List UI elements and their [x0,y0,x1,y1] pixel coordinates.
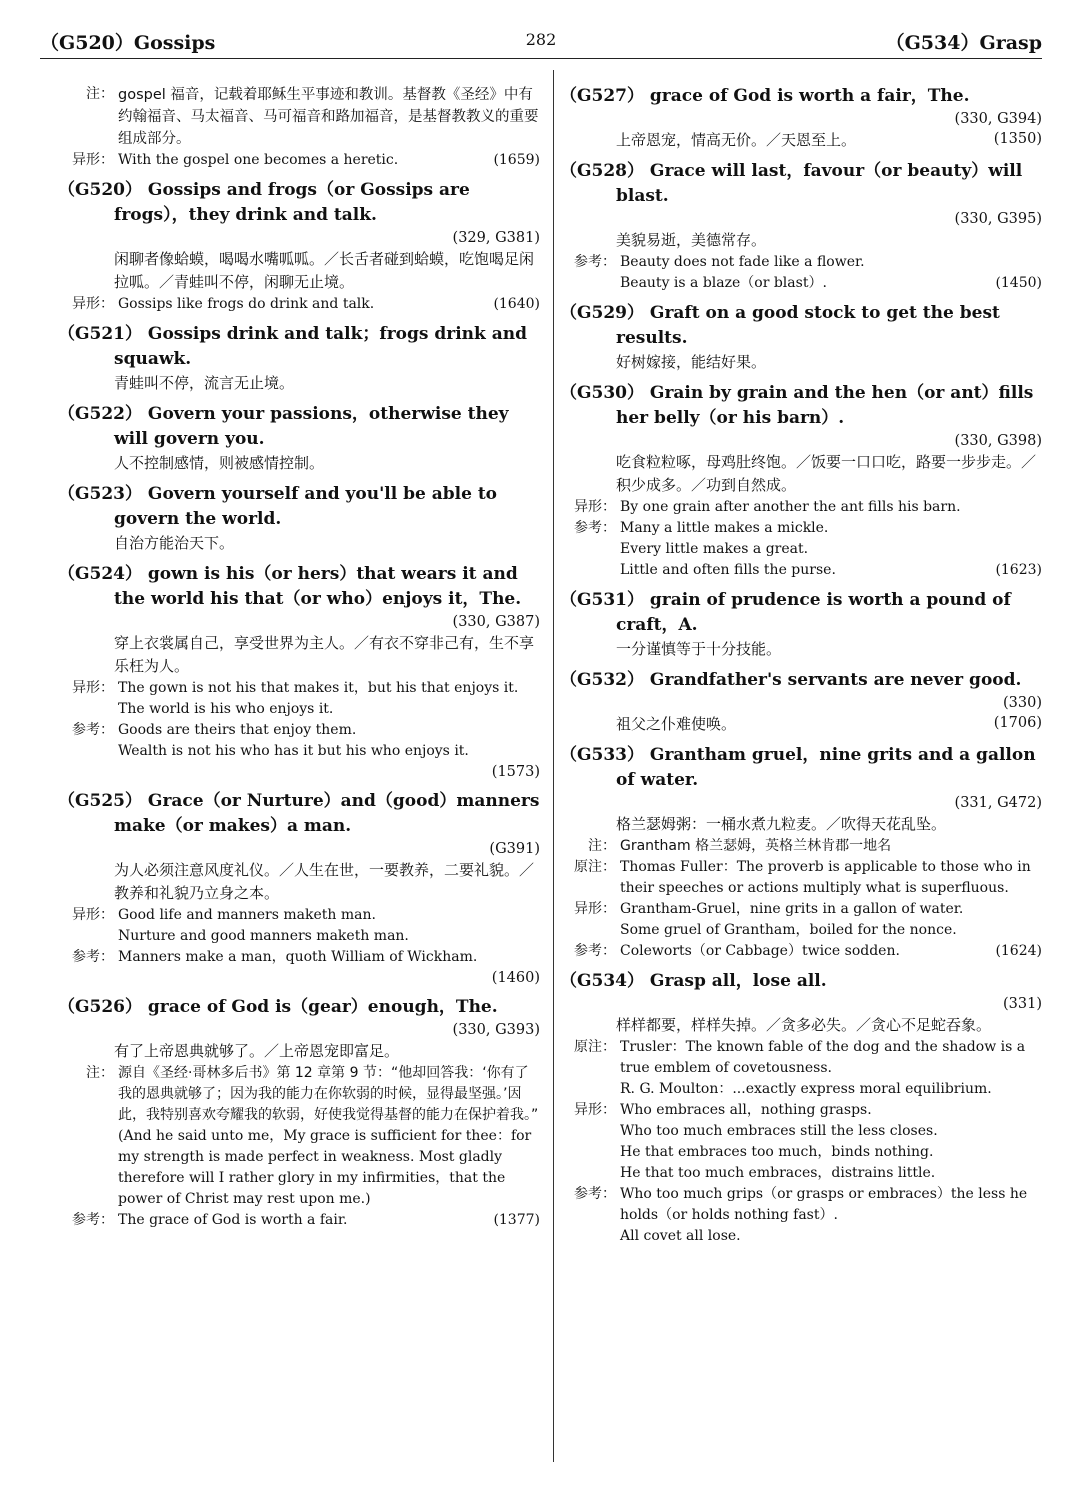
variant-text: By one grain after another the ant fills his barn. [620,499,961,515]
entry-reference: (330, G395) [954,211,1042,227]
original-note-text: R. G. Moulton：...exactly express moral equilibrium. [620,1081,992,1097]
source-number: (1640) [493,296,540,312]
page-number: 282 [525,30,557,49]
reference-text: Coleworts（or Cabbage）twice sodden. [620,943,900,959]
entry-headword: （G527） grace of God is worth a fair，The. [560,86,970,106]
source-number: (1450) [995,275,1042,291]
source-number: (1460) [491,970,540,986]
left-column [58,84,540,1238]
variant-text: Gossips like frogs do drink and talk. [118,296,375,312]
reference-label: 参考： [574,520,616,536]
entry-g531 [560,588,1042,661]
variant-label: 异形： [574,901,616,917]
entry-translation: 上帝恩宠，情高无价。／天恩至上。 [616,131,857,149]
reference-text: Who too much grips（or grasps or embraces）the less he holds（or holds nothing fast）. [620,1186,1028,1223]
note-label: 注： [86,86,114,102]
note-text: 源自《圣经·哥林多后书》第 12 章第 9 节：“他却回答我：‘你有了我的恩典就够了；因为我的能力在你软弱的时候，显得最坚强。’因此，我特别喜欢夸耀我的软弱，好使我觉得基督的能力在保护着我。” [118,1065,539,1123]
entry-g534 [560,969,1042,1247]
entry-g521 [58,322,540,395]
entry-headword: （G528） Grace will last，favour（or beauty）will blast. [560,161,1023,206]
reference-text: Wealth is not his who has it but his who enjoys it. [118,743,469,759]
variant-text: Good life and manners maketh man. [118,907,376,923]
running-head-right: （G534）Grasp [885,32,1042,54]
entry-headword: （G529） Graft on a good stock to get the best results. [560,303,1000,348]
variant-label: 异形： [72,680,114,696]
reference-text: Beauty is a blaze（or blast）. [620,275,827,291]
entry-g520 [58,178,540,315]
source-number: (1624) [995,943,1042,959]
entry-translation: 闲聊者像蛤蟆，喝喝水嘴呱呱。／长舌者碰到蛤蟆，吃饱喝足闲拉呱。／青蛙叫不停，闲聊无止境。 [114,250,535,291]
source-number: (1706) [993,715,1042,731]
entry-translation: 吃食粒粒啄，母鸡肚终饱。／饭要一口口吃，路要一步步走。／积少成多。／功到自然成。 [616,453,1037,494]
variant-label: 异形： [72,152,114,168]
entry-g528 [560,159,1042,294]
entry-headword: （G530） Grain by grain and the hen（or ant）fills her belly（or his barn）. [560,383,1034,428]
reference-text: The grace of God is worth a fair. [118,1212,348,1228]
reference-text: Little and often fills the purse. [620,562,836,578]
reference-text: Every little makes a great. [620,541,809,557]
entry-reference: (331) [1003,996,1042,1012]
entry-g527 [560,84,1042,152]
entry-headword: （G531） grain of prudence is worth a pound of craft，A. [560,590,1011,635]
entry-translation: 好树嫁接，能结好果。 [616,353,767,371]
entry-headword: （G532） Grandfather's servants are never good. [560,670,1022,690]
variant-text: The world is his who enjoys it. [118,701,334,717]
entry-headword: （G522） Govern your passions，otherwise they will govern you. [58,404,509,449]
entry-g524 [58,562,540,782]
entry-translation: 祖父之仆难使唤。 [616,715,737,733]
entry-translation: 格兰瑟姆粥：一桶水煮九粒麦。／吹得天花乱坠。 [616,815,947,833]
variant-text: He that too much embraces，distrains little. [620,1165,936,1181]
variant-text: Grantham-Gruel，nine grits in a gallon of water. [620,901,964,917]
entry-g533 [560,743,1042,962]
entry-reference: (330, G393) [452,1022,540,1038]
variant-text: The gown is not his that makes it，but his that enjoys it. [118,680,519,696]
column-divider [553,70,554,1462]
entry-translation: 美貌易逝，美德常存。 [616,231,767,249]
entry-translation: 自治方能治天下。 [114,534,235,552]
reference-text: Goods are theirs that enjoy them. [118,722,357,738]
note-text: gospel 福音，记载着耶稣生平事迹和教训。基督教《圣经》中有约翰福音、马太福音、马可福音和路加福音，是基督教教义的重要组成部分。 [118,87,539,147]
reference-text: All covet all lose. [620,1228,741,1244]
entry-g529 [560,301,1042,374]
entry-reference: (G391) [489,841,540,857]
note-label: 注： [588,838,616,854]
entry-reference: (330, G398) [954,433,1042,449]
right-column [560,84,1042,1254]
reference-label: 参考： [574,1186,616,1202]
entry-reference: (331, G472) [954,795,1042,811]
entry-reference: (330, G394) [954,111,1042,127]
entry-g523 [58,482,540,555]
entry-g522 [58,402,540,475]
variant-text: With the gospel one becomes a heretic. [118,152,399,168]
reference-label: 参考： [574,254,616,270]
source-number: (1659) [493,152,540,168]
original-note-text: Thomas Fuller：The proverb is applicable to those who in their speeches or actions multiply what is superfluous. [620,859,1031,896]
variant-label: 异形： [72,907,114,923]
variant-text: Some gruel of Grantham，boiled for the nonce. [620,922,957,938]
entry-translation: 人不控制感情，则被感情控制。 [114,454,325,472]
reference-label: 参考： [574,943,616,959]
entry-g532 [560,668,1042,736]
entry-headword: （G534） Grasp all，lose all. [560,971,827,991]
entry-reference: (329, G381) [452,230,540,246]
entry-headword: （G526） grace of God is（gear）enough，The. [58,997,498,1017]
entry-reference: (330) [1003,695,1042,711]
entry-g525 [58,789,540,988]
entry-translation: 穿上衣裳属自己，享受世界为主人。／有衣不穿非己有，生不享乐枉为人。 [114,634,535,675]
entry-translation: 为人必须注意风度礼仪。／人生在世，一要教养，二要礼貌。／教养和礼貌乃立身之本。 [114,861,535,902]
entry-translation: 一分谨慎等于十分技能。 [616,640,782,658]
variant-text: He that embraces too much，binds nothing. [620,1144,934,1160]
variant-text: Nurture and good manners maketh man. [118,928,409,944]
reference-label: 参考： [72,722,114,738]
source-number: (1623) [995,562,1042,578]
reference-text: Beauty does not fade like a flower. [620,254,865,270]
running-head-left: （G520）Gossips [40,32,216,54]
source-number: (1377) [493,1212,540,1228]
intro-note [58,84,540,171]
original-note-label: 原注： [574,859,616,875]
note-text: Grantham 格兰瑟姆，英格兰林肯郡一地名 [620,838,892,854]
entry-reference: (330, G387) [452,614,540,630]
original-note-label: 原注： [574,1039,616,1055]
entry-headword: （G525） Grace（or Nurture）and（good）manners make（or makes）a man. [58,791,540,836]
page-header [40,26,1042,59]
variant-label: 异形： [574,499,616,515]
entry-translation: 样样都要，样样失掉。／贪多必失。／贪心不足蛇吞象。 [616,1016,992,1034]
entry-translation: 有了上帝恩典就够了。／上帝恩宠即富足。 [114,1042,400,1060]
variant-text: Who embraces all，nothing grasps. [620,1102,872,1118]
entry-translation: 青蛙叫不停，流言无止境。 [114,374,295,392]
reference-label: 参考： [72,1212,114,1228]
reference-text: Manners make a man，quoth William of Wickham. [118,949,478,965]
entry-headword: （G533） Grantham gruel，nine grits and a gallon of water. [560,745,1036,790]
entry-headword: （G523） Govern yourself and you'll be able to govern the world. [58,484,498,529]
variant-label: 异形： [72,296,114,312]
reference-label: 参考： [72,949,114,965]
entry-g526 [58,995,540,1231]
entry-headword: （G524） gown is his（or hers）that wears it and the world his that（or who）enjoys it，The. [58,564,522,609]
original-note-text: Trusler：The known fable of the dog and the shadow is a true emblem of covetousness. [620,1039,1026,1076]
reference-text: Many a little makes a mickle. [620,520,829,536]
entry-g530 [560,381,1042,581]
note-label: 注： [86,1065,114,1081]
entry-headword: （G521） Gossips drink and talk；frogs drink and squawk. [58,324,528,369]
source-number: (1350) [993,131,1042,147]
entry-headword: （G520） Gossips and frogs（or Gossips are frogs），they drink and talk. [58,180,470,225]
source-number: (1573) [491,764,540,780]
variant-label: 异形： [574,1102,616,1118]
note-quote: (And he said unto me，My grace is sufficient for thee：for my strength is made perfect in weakness. Most gladly therefore will I rather glory in my infirmities，that the power of Christ may rest upon me.) [118,1128,532,1207]
variant-text: Who too much embraces still the less closes. [620,1123,938,1139]
